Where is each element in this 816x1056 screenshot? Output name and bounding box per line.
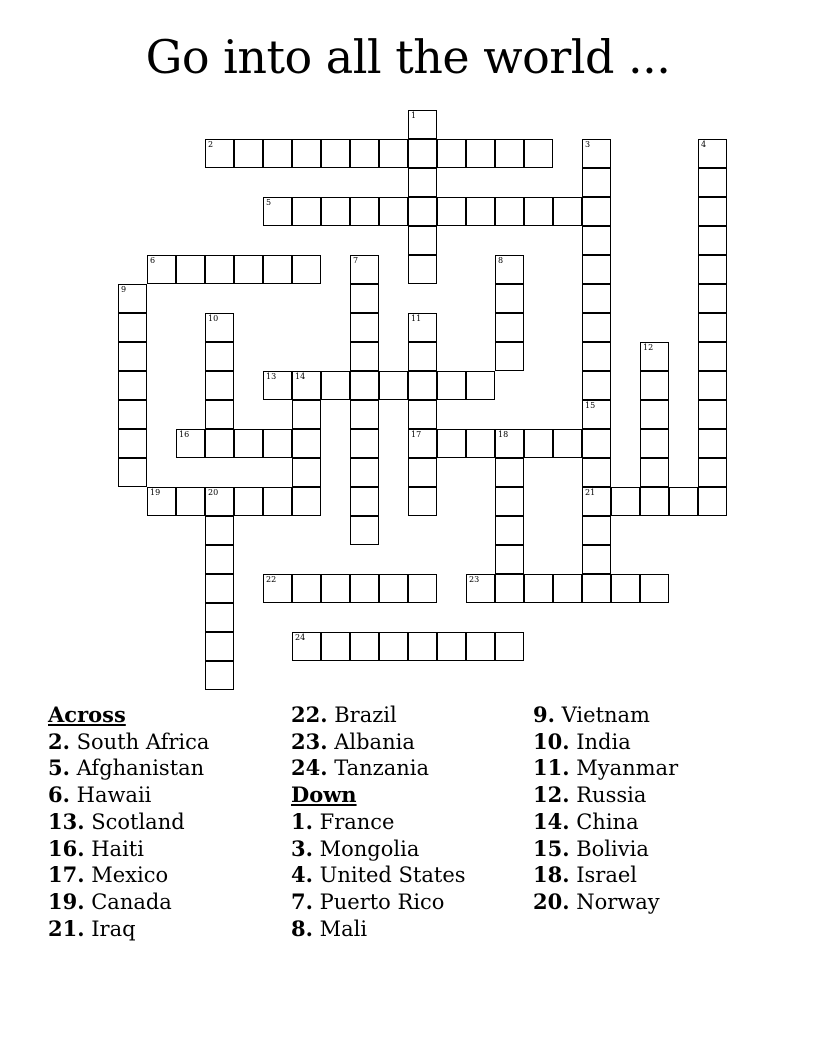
grid-cell[interactable] <box>350 139 379 168</box>
clue-across-24: 24. Tanzania <box>291 755 430 781</box>
grid-cell[interactable] <box>118 458 147 487</box>
clue-number-label: 8 <box>498 256 504 265</box>
grid-cell[interactable] <box>118 400 147 429</box>
grid-cell[interactable] <box>582 574 611 603</box>
grid-cell[interactable] <box>524 574 553 603</box>
grid-cell[interactable] <box>321 632 350 661</box>
clue-across-19: 19. Canada <box>48 888 172 914</box>
grid-cell[interactable] <box>495 429 524 458</box>
clue-number-label: 19 <box>150 488 161 497</box>
grid-cell[interactable] <box>437 139 466 168</box>
grid-cell[interactable] <box>379 197 408 226</box>
clue-number-label: 7 <box>353 256 359 265</box>
grid-cell[interactable] <box>350 197 379 226</box>
clue-number-label: 24 <box>295 633 306 642</box>
grid-cell[interactable] <box>350 284 379 313</box>
grid-cell[interactable] <box>350 255 379 284</box>
grid-cell[interactable] <box>698 400 727 429</box>
grid-cell[interactable] <box>176 487 205 516</box>
clue-across-21: 21. Iraq <box>48 915 136 941</box>
grid-cell[interactable] <box>379 574 408 603</box>
clue-number-label: 1 <box>411 111 417 120</box>
grid-cell[interactable] <box>176 255 205 284</box>
clue-across-5: 5. Afghanistan <box>48 755 205 781</box>
grid-cell[interactable] <box>408 342 437 371</box>
grid-cell[interactable] <box>292 371 321 400</box>
grid-cell[interactable] <box>408 458 437 487</box>
grid-cell[interactable] <box>350 429 379 458</box>
grid-cell[interactable] <box>553 574 582 603</box>
grid-cell[interactable] <box>321 371 350 400</box>
grid-cell[interactable] <box>698 255 727 284</box>
grid-cell[interactable] <box>466 574 495 603</box>
grid-cell[interactable] <box>437 197 466 226</box>
clue-number-label: 17 <box>411 430 422 439</box>
grid-cell[interactable] <box>118 284 147 313</box>
grid-cell[interactable] <box>263 487 292 516</box>
grid-cell[interactable] <box>495 284 524 313</box>
clue-across-2: 2. South Africa <box>48 728 210 754</box>
clue-column-3 <box>533 702 678 916</box>
grid-cell[interactable] <box>466 197 495 226</box>
grid-cell[interactable] <box>292 632 321 661</box>
grid-cell[interactable] <box>640 574 669 603</box>
grid-cell[interactable] <box>263 255 292 284</box>
clue-down-3: 3. Mongolia <box>291 835 420 861</box>
grid-cell[interactable] <box>205 632 234 661</box>
grid-cell[interactable] <box>582 342 611 371</box>
grid-cell[interactable] <box>466 632 495 661</box>
clue-down-1: 1. France <box>291 808 395 834</box>
grid-cell[interactable] <box>524 429 553 458</box>
grid-cell[interactable] <box>495 255 524 284</box>
grid-cell[interactable] <box>350 487 379 516</box>
grid-cell[interactable] <box>495 342 524 371</box>
grid-cell[interactable] <box>118 429 147 458</box>
grid-cell[interactable] <box>582 487 611 516</box>
grid-cell[interactable] <box>292 400 321 429</box>
grid-cell[interactable] <box>205 255 234 284</box>
grid-cell[interactable] <box>582 516 611 545</box>
grid-cell[interactable] <box>553 197 582 226</box>
clue-across-22: 22. Brazil <box>291 702 397 727</box>
grid-cell[interactable] <box>611 487 640 516</box>
grid-cell[interactable] <box>640 371 669 400</box>
clue-number-label: 16 <box>179 430 190 439</box>
grid-cell[interactable] <box>524 197 553 226</box>
grid-cell[interactable] <box>408 226 437 255</box>
clue-across-17: 17. Mexico <box>48 862 169 888</box>
grid-cell[interactable] <box>495 545 524 574</box>
puzzle-title: Go into all the world ... <box>145 30 671 84</box>
grid-cell[interactable] <box>582 458 611 487</box>
grid-cell[interactable] <box>669 487 698 516</box>
grid-cell[interactable] <box>205 400 234 429</box>
grid-cell[interactable] <box>640 458 669 487</box>
grid-cell[interactable] <box>466 429 495 458</box>
grid-cell[interactable] <box>379 371 408 400</box>
grid-cell[interactable] <box>582 139 611 168</box>
clue-across-16: 16. Haiti <box>48 835 144 861</box>
grid-cell[interactable] <box>292 139 321 168</box>
grid-cell[interactable] <box>205 429 234 458</box>
clue-number-label: 9 <box>121 285 127 294</box>
grid-cell[interactable] <box>524 139 553 168</box>
clue-number-label: 14 <box>295 372 306 381</box>
grid-cell[interactable] <box>118 313 147 342</box>
grid-cell[interactable] <box>321 197 350 226</box>
clue-number-label: 15 <box>585 401 596 410</box>
grid-cell[interactable] <box>350 458 379 487</box>
grid-cell[interactable] <box>698 429 727 458</box>
grid-cell[interactable] <box>234 139 263 168</box>
grid-cell[interactable] <box>321 139 350 168</box>
clue-down-4: 4. United States <box>291 862 466 888</box>
grid-cell[interactable] <box>698 168 727 197</box>
grid-cell[interactable] <box>292 255 321 284</box>
grid-cell[interactable] <box>466 371 495 400</box>
grid-cell[interactable] <box>408 574 437 603</box>
grid-cell[interactable] <box>582 313 611 342</box>
grid-cell[interactable] <box>698 197 727 226</box>
grid-cell[interactable] <box>698 371 727 400</box>
grid-cell[interactable] <box>263 429 292 458</box>
grid-cell[interactable] <box>640 487 669 516</box>
grid-cell[interactable] <box>205 313 234 342</box>
grid-cell[interactable] <box>205 545 234 574</box>
clue-down-15: 15. Bolivia <box>533 835 649 861</box>
grid-cell[interactable] <box>408 313 437 342</box>
grid-cell[interactable] <box>408 110 437 139</box>
grid-cell[interactable] <box>437 632 466 661</box>
grid-cell[interactable] <box>292 429 321 458</box>
grid-cell[interactable] <box>698 226 727 255</box>
clue-column-2 <box>291 702 466 942</box>
grid-cell[interactable] <box>640 342 669 371</box>
clue-down-14: 14. China <box>533 808 639 834</box>
grid-cell[interactable] <box>408 429 437 458</box>
grid-cell[interactable] <box>408 400 437 429</box>
grid-cell[interactable] <box>234 255 263 284</box>
clue-across-13: 13. Scotland <box>48 808 185 834</box>
clue-down-10: 10. India <box>533 728 631 754</box>
grid-cell[interactable] <box>582 400 611 429</box>
grid-cell[interactable] <box>350 371 379 400</box>
clue-number-label: 5 <box>266 198 272 207</box>
grid-cell[interactable] <box>582 371 611 400</box>
clue-across-23: 23. Albania <box>291 728 415 754</box>
grid-cell[interactable] <box>437 429 466 458</box>
grid-cell[interactable] <box>205 574 234 603</box>
grid-cell[interactable] <box>698 284 727 313</box>
grid-cell[interactable] <box>205 516 234 545</box>
grid-cell[interactable] <box>408 632 437 661</box>
grid-cell[interactable] <box>350 516 379 545</box>
clue-number-label: 13 <box>266 372 277 381</box>
clue-down-20: 20. Norway <box>533 888 660 914</box>
clue-number-label: 10 <box>208 314 219 323</box>
grid-cell[interactable] <box>582 284 611 313</box>
grid-cell[interactable] <box>408 255 437 284</box>
grid-cell[interactable] <box>350 342 379 371</box>
grid-cell[interactable] <box>205 661 234 690</box>
down-heading: Down <box>291 782 357 808</box>
grid-cell[interactable] <box>408 139 437 168</box>
clue-number-label: 4 <box>701 140 707 149</box>
grid-cell[interactable] <box>263 574 292 603</box>
clue-number-label: 20 <box>208 488 219 497</box>
grid-cell[interactable] <box>611 574 640 603</box>
grid-cell[interactable] <box>408 168 437 197</box>
clue-across-6: 6. Hawaii <box>48 782 152 808</box>
grid-cell[interactable] <box>698 139 727 168</box>
grid-cell[interactable] <box>321 574 350 603</box>
grid-cell[interactable] <box>292 574 321 603</box>
grid-cell[interactable] <box>466 139 495 168</box>
grid-cell[interactable] <box>350 574 379 603</box>
grid-cell[interactable] <box>205 342 234 371</box>
grid-cell[interactable] <box>292 487 321 516</box>
grid-cell[interactable] <box>292 458 321 487</box>
grid-cell[interactable] <box>582 429 611 458</box>
grid-cell[interactable] <box>379 139 408 168</box>
grid-cell[interactable] <box>263 197 292 226</box>
clue-down-11: 11. Myanmar <box>533 755 679 781</box>
grid-cell[interactable] <box>234 487 263 516</box>
across-heading: Across <box>48 702 126 727</box>
clue-number-label: 12 <box>643 343 654 352</box>
grid-cell[interactable] <box>176 429 205 458</box>
clue-number-label: 2 <box>208 140 214 149</box>
grid-cell[interactable] <box>582 226 611 255</box>
clue-number-label: 6 <box>150 256 156 265</box>
grid-cell[interactable] <box>118 371 147 400</box>
grid-cell[interactable] <box>495 139 524 168</box>
grid-cell[interactable] <box>147 255 176 284</box>
grid-cell[interactable] <box>698 313 727 342</box>
grid-cell[interactable] <box>118 342 147 371</box>
clue-number-label: 11 <box>411 314 422 323</box>
grid-cell[interactable] <box>640 429 669 458</box>
grid-cell[interactable] <box>292 197 321 226</box>
grid-cell[interactable] <box>582 545 611 574</box>
grid-cell[interactable] <box>495 458 524 487</box>
clue-number-label: 22 <box>266 575 277 584</box>
grid-cell[interactable] <box>495 487 524 516</box>
grid-cell[interactable] <box>263 371 292 400</box>
grid-cell[interactable] <box>582 255 611 284</box>
grid-cell[interactable] <box>205 371 234 400</box>
grid-cell[interactable] <box>437 371 466 400</box>
grid-cell[interactable] <box>582 197 611 226</box>
grid-cell[interactable] <box>698 487 727 516</box>
grid-cell[interactable] <box>234 429 263 458</box>
grid-cell[interactable] <box>350 632 379 661</box>
grid-cell[interactable] <box>408 487 437 516</box>
grid-cell[interactable] <box>205 487 234 516</box>
grid-cell[interactable] <box>379 632 408 661</box>
clue-number-label: 21 <box>585 488 596 497</box>
clue-down-8: 8. Mali <box>291 915 368 941</box>
grid-cell[interactable] <box>350 313 379 342</box>
grid-cell[interactable] <box>263 139 292 168</box>
clue-down-18: 18. Israel <box>533 862 638 888</box>
clue-number-label: 23 <box>469 575 480 584</box>
grid-cell[interactable] <box>698 342 727 371</box>
clue-number-label: 18 <box>498 430 509 439</box>
grid-cell[interactable] <box>408 371 437 400</box>
grid-cell[interactable] <box>495 197 524 226</box>
clue-down-7: 7. Puerto Rico <box>291 888 445 914</box>
grid-cell[interactable] <box>553 429 582 458</box>
clue-down-12: 12. Russia <box>533 782 647 808</box>
grid-cell[interactable] <box>205 139 234 168</box>
grid-cell[interactable] <box>350 400 379 429</box>
clue-number-label: 3 <box>585 140 591 149</box>
grid-cell[interactable] <box>147 487 176 516</box>
grid-cell[interactable] <box>582 168 611 197</box>
grid-cell[interactable] <box>495 516 524 545</box>
grid-cell[interactable] <box>495 632 524 661</box>
clue-column-1 <box>48 702 209 942</box>
grid-cell[interactable] <box>495 313 524 342</box>
grid-cell[interactable] <box>495 574 524 603</box>
grid-cell[interactable] <box>408 197 437 226</box>
clue-down-9: 9. Vietnam <box>533 702 650 727</box>
grid-cell[interactable] <box>698 458 727 487</box>
grid-cell[interactable] <box>205 603 234 632</box>
grid-cell[interactable] <box>640 400 669 429</box>
